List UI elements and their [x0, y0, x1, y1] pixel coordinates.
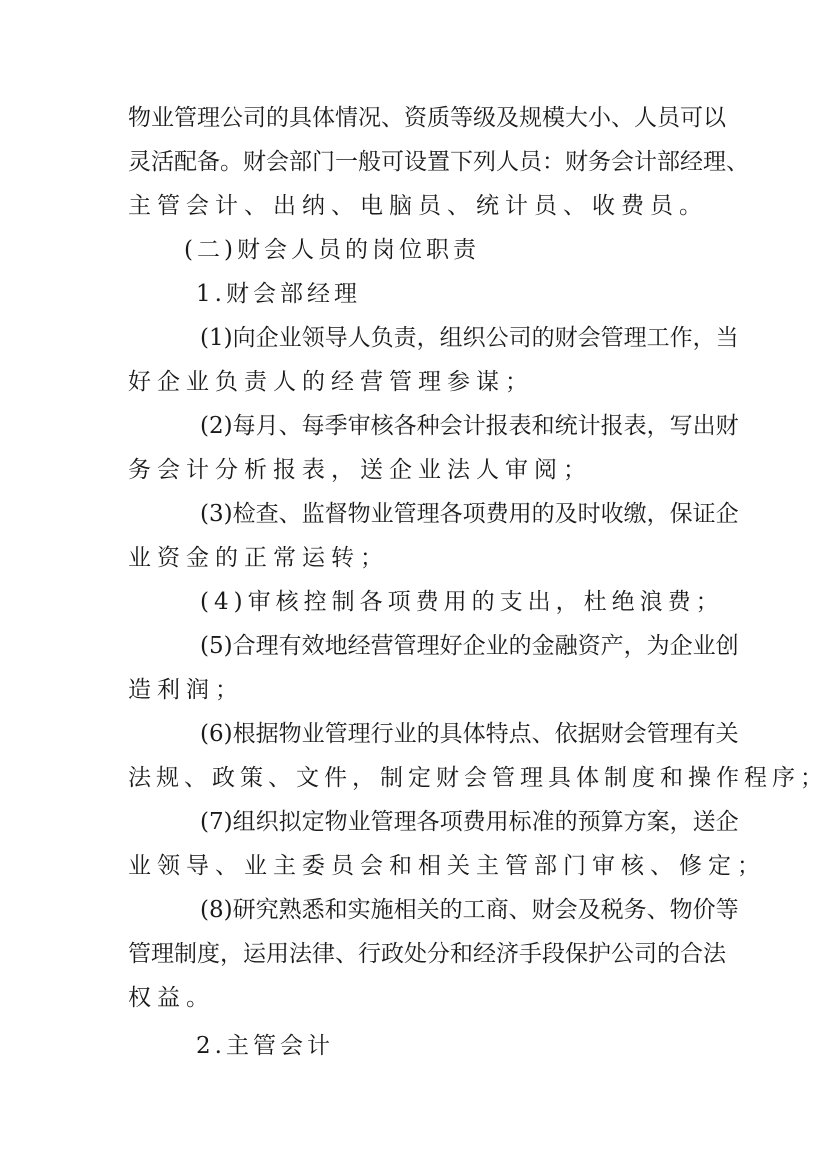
body-line: 业资金的正常运转； [128, 545, 389, 571]
subsection-heading: 1.财会部经理 [196, 281, 361, 307]
body-line: 权益。 [128, 985, 215, 1011]
duty-item-5: (5)合理有效地经营管理好企业的金融资产，为企业创 [200, 633, 739, 659]
body-line: 造利润； [128, 677, 244, 703]
body-line: 物业管理公司的具体情况、资质等级及规模大小、人员可以 [128, 105, 726, 131]
duty-item-6: (6)根据物业管理行业的具体特点、依据财会管理有关 [200, 721, 739, 747]
duty-item-8: (8)研究熟悉和实施相关的工商、财会及税务、物价等 [200, 897, 739, 923]
subsection-heading: 2.主管会计 [196, 1033, 334, 1059]
body-line: 法规、政策、文件，制定财会管理具体制度和操作程序； [128, 765, 828, 791]
body-line: 好企业负责人的经营管理参谋； [128, 369, 534, 395]
duty-item-3: (3)检查、监督物业管理各项费用的及时收缴，保证企 [200, 501, 739, 527]
body-line: 务会计分析报表，送企业法人审阅； [128, 457, 592, 483]
body-line: 业领导、业主委员会和相关主管部门审核、修定； [128, 853, 766, 879]
body-line: 管理制度，运用法律、行政处分和经济手段保护公司的合法 [128, 941, 726, 967]
duty-item-7: (7)组织拟定物业管理各项费用标准的预算方案，送企 [200, 809, 739, 835]
duty-item-1: (1)向企业领导人负责，组织公司的财会管理工作，当 [200, 325, 739, 351]
document-page [128, 96, 828, 1068]
section-heading: (二)财会人员的岗位职责 [184, 237, 480, 263]
body-line: 主管会计、出纳、电脑员、统计员、收费员。 [128, 193, 708, 219]
duty-item-2: (2)每月、每季审核各种会计报表和统计报表，写出财 [200, 413, 739, 439]
duty-item-4: (4)审核控制各项费用的支出，杜绝浪费； [200, 589, 724, 615]
body-line: 灵活配备。财会部门一般可设置下列人员：财务会计部经理、 [128, 149, 749, 175]
